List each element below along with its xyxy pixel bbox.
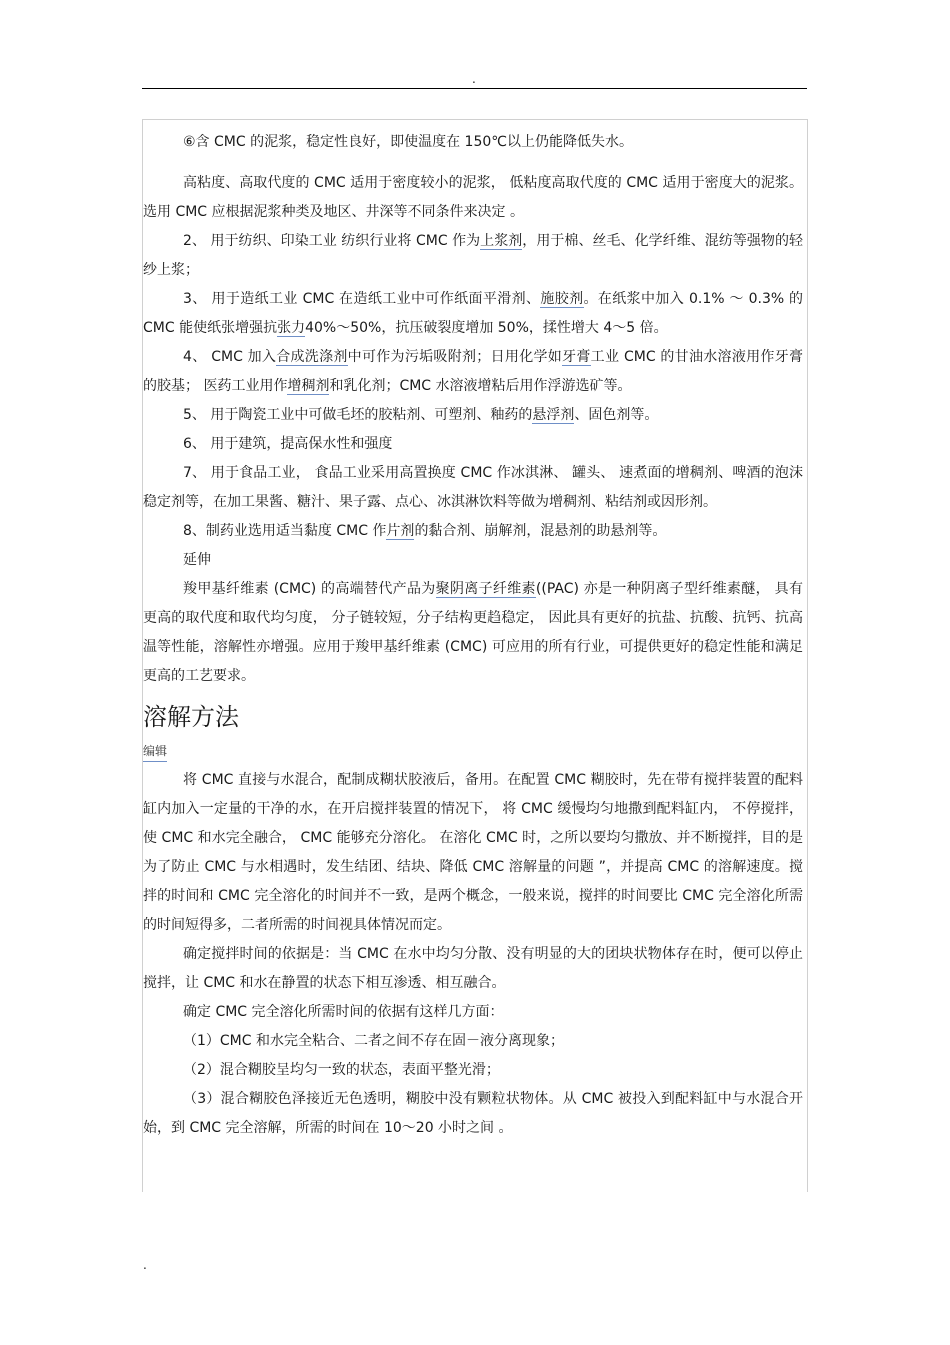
paragraph-food: 7、 用于食品工业， 食品工业采用高置换度 CMC 作冰淇淋、 罐头、 速煮面的增稠剂、啤酒的泡沫稳定剂等，在加工果酱、糖汁、果子露、点心、冰淇淋饮料等做为增稠剂、粘结剂或因形剂。	[143, 465, 803, 510]
text-segment: 工业 CMC 的甘油水溶液用作牙膏的胶基； 医药工业用作	[143, 349, 804, 394]
paragraph-ceramics	[143, 401, 803, 430]
paragraph-mud-selection: 高粘度、高取代度的 CMC 适用于密度较小的泥浆， 低粘度高取代度的 CMC 适用于密度大的泥浆。选用 CMC 应根据泥浆种类及地区、井深等不同条件来决定 。	[143, 175, 803, 220]
text-segment: ，用于棉、丝毛、化学纤维、混纺等强物的轻纱上浆；	[143, 233, 804, 278]
footer-dot: .	[143, 1258, 147, 1272]
link-synthetic-detergent[interactable]: 合成洗涤剂	[276, 349, 348, 365]
link-tablet[interactable]: 片剂	[386, 523, 415, 539]
paragraph-paper	[143, 285, 803, 343]
paragraph-criteria-2: （2）混合糊胶呈均匀一致的状态，表面平整光滑；	[183, 1062, 500, 1078]
paragraph-dissolve-method: 将 CMC 直接与水混合，配制成糊状胶液后，备用。在配置 CMC 糊胶时，先在带有搅拌装置的配料缸内加入一定量的干净的水，在开启搅拌装置的情况下， 将 CMC 缓慢均匀地撒到配料缸内， 不停搅拌， 使 CMC 和水完全融合， CMC 能够充分溶化。 在溶化 CMC 时，之所以要均匀撒放、并不断搅拌，目的是 为了防止 CMC 与水相遇时，发生结团、结块、降低 CMC 溶解量的问题 ”，并提高 CMC 的溶解速度。搅拌的时间和 CMC 完全溶化的时间并不一致，是两个概念，一般来说，搅拌的时间要比 CMC 完全溶化所需的时间短得多，二者所需的时间视具体情况而定。	[143, 772, 803, 933]
text-segment: 4、 CMC 加入	[183, 349, 277, 365]
text-segment: 8、制药业选用适当黏度 CMC 作	[183, 523, 387, 539]
header-dot: .	[472, 72, 476, 86]
text-segment: 5、 用于陶瓷工业中可做毛坯的胶粘剂、可塑剂、釉药的	[183, 407, 533, 423]
paragraph-criteria-1: （1）CMC 和水完全粘合、二者之间不存在固－液分离现象；	[183, 1033, 564, 1049]
paragraph-extension-label: 延伸	[183, 552, 211, 568]
text-segment: 、固色剂等。	[574, 407, 659, 423]
text-segment: 。在纸浆中加入 0.1% ～ 0.3% 的 CMC 能使纸张增强抗	[143, 291, 804, 336]
paragraph-construction: 6、 用于建筑，提高保水性和强度	[183, 436, 393, 452]
text-segment: 2、 用于纺织、印染工业 纺织行业将 CMC 作为	[183, 233, 481, 249]
edit-link[interactable]: 编辑	[143, 741, 167, 762]
paragraph-mud-stability: ⑥含 CMC 的泥浆，稳定性良好，即使温度在 150℃以上仍能降低失水。	[183, 134, 633, 150]
paragraph-pharma	[143, 517, 803, 546]
link-toothpaste[interactable]: 牙膏	[562, 349, 591, 365]
paragraph-criteria-intro: 确定 CMC 完全溶化所需时间的依据有这样几方面：	[183, 1004, 504, 1020]
text-segment: 3、 用于造纸工业 CMC 在造纸工业中可作纸面平滑剂、	[183, 291, 541, 307]
link-suspending-agent[interactable]: 悬浮剂	[532, 407, 575, 423]
text-segment: 中可作为污垢吸附剂；日用化学如	[347, 349, 563, 365]
text-segment: 羧甲基纤维素 (CMC) 的高端替代产品为	[183, 581, 436, 597]
paragraph-stir-time: 确定搅拌时间的依据是：当 CMC 在水中均匀分散、没有明显的大的团块状物体存在时，便可以停止搅拌，让 CMC 和水在静置的状态下相互渗透、相互融合。	[143, 946, 803, 991]
section-heading: 溶解方法	[143, 703, 239, 731]
header-rule	[142, 88, 807, 89]
text-segment: 的黏合剂、崩解剂，混悬剂的助悬剂等。	[414, 523, 667, 539]
link-sizing-agent-paper[interactable]: 施胶剂	[540, 291, 584, 307]
text-segment: 和乳化剂；CMC 水溶液增粘后用作浮游选矿等。	[329, 378, 632, 394]
paragraph-textile	[143, 227, 803, 285]
link-thickener[interactable]: 增稠剂	[287, 378, 330, 394]
paragraph-pac	[143, 575, 803, 691]
document-content	[143, 128, 803, 1143]
paragraph-criteria-3: （3）混合糊胶色泽接近无色透明，糊胶中没有颗粒状物体。从 CMC 被投入到配料缸中与水混合开始，到 CMC 完全溶解，所需的时间在 10～20 小时之间 。	[143, 1091, 803, 1136]
link-sizing-agent[interactable]: 上浆剂	[480, 233, 523, 249]
link-tension[interactable]: 张力	[277, 320, 306, 336]
link-polyanionic-cellulose[interactable]: 聚阴离子纤维素	[435, 581, 536, 597]
text-segment: ((PAC) 亦是一种阴离子型纤维素醚， 具有更高的取代度和取代均匀度， 分子链较短，分子结构更趋稳定， 因此具有更好的抗盐、抗酸、抗钙、抗高温等性能，溶解性亦增强。应用于羧甲基纤维素 (CMC) 可应用的所有行业，可提供更好的稳定性能和满足更高的工艺要求。	[143, 581, 803, 684]
text-segment: 40%～50%，抗压破裂度增加 50%，揉性增大 4～5 倍。	[305, 320, 668, 336]
paragraph-detergent	[143, 343, 803, 401]
